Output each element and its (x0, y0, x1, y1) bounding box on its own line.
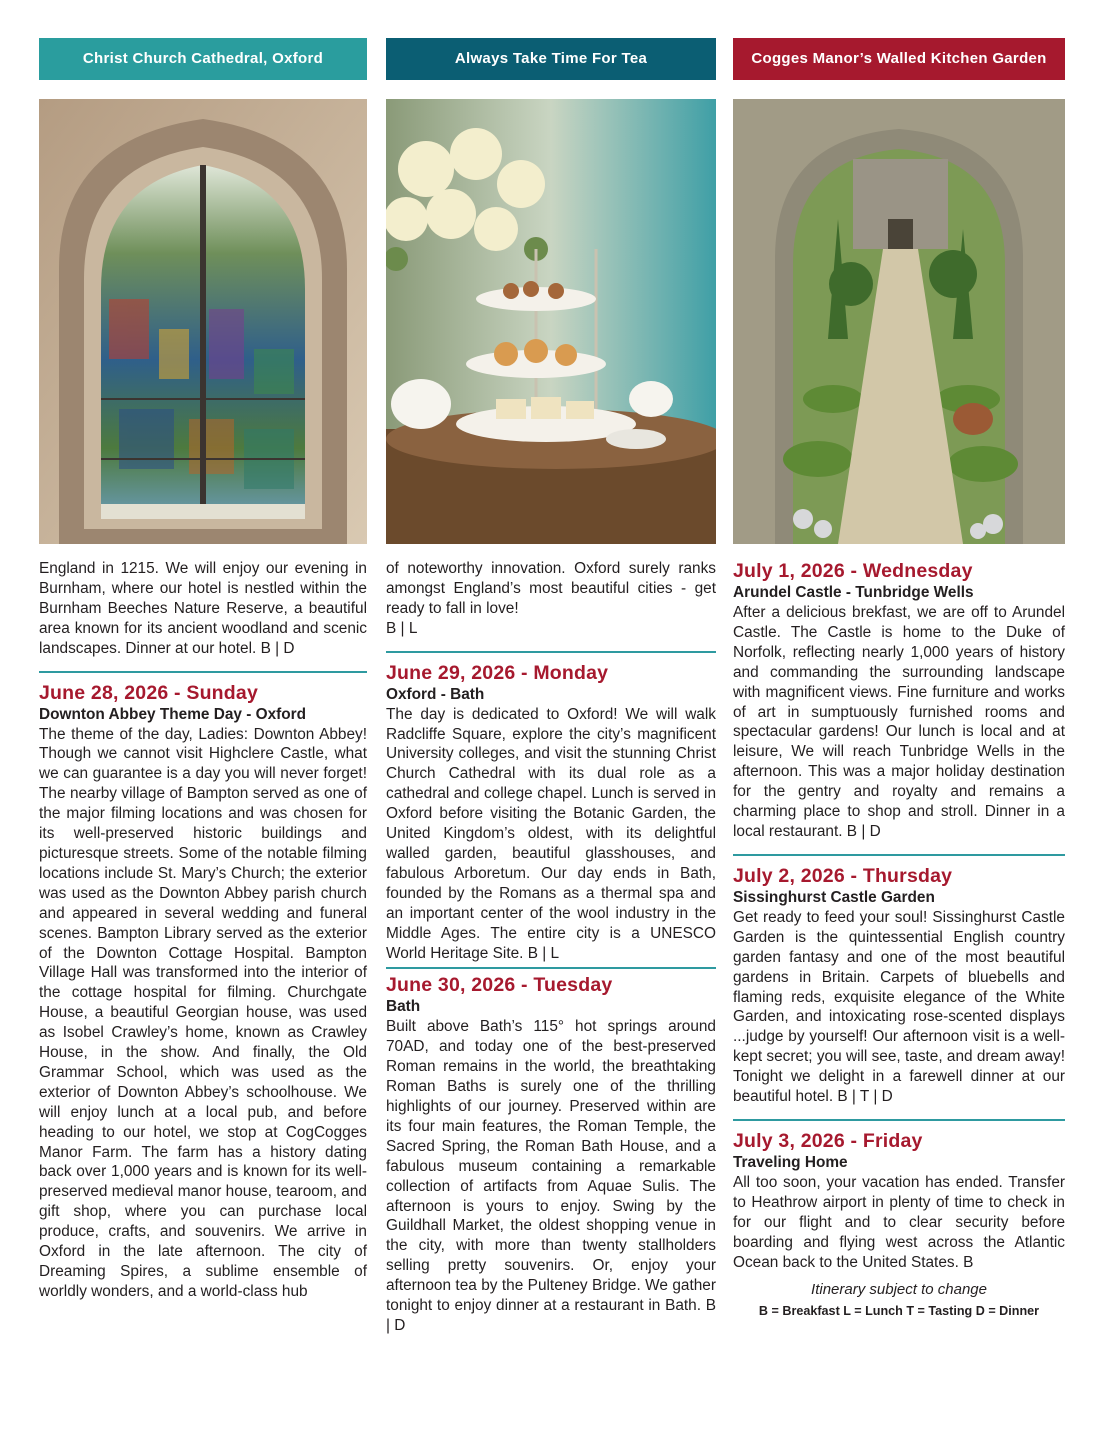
column-2 (386, 38, 716, 1336)
day-title-july-2: July 2, 2026 - Thursday (733, 864, 953, 887)
divider (386, 967, 716, 969)
day-subtitle-june-30: Bath (386, 998, 421, 1016)
photo-garden-archway (733, 99, 1065, 544)
day-title-june-29: June 29, 2026 - Monday (386, 661, 609, 684)
itinerary-note: Itinerary subject to change (811, 1281, 987, 1299)
divider (733, 854, 1065, 856)
photo-stained-glass-window (39, 99, 367, 544)
day-subtitle-june-29: Oxford - Bath (386, 685, 485, 703)
divider (39, 671, 367, 673)
intro-meals: B | L (386, 619, 418, 637)
day-body-june-28: The theme of the day, Ladies: Downton Abbey! Though we cannot visit Highclere Castle, what we can guarantee is a day you will never forget! The nearby village of Bampton served as one of the major filming locations and was chosen for its well-preserved historic buildings and picturesque streets. Some of the notable filming locations include St. Mary’s Church; the exterior was used as the Downton Abbey parish church and appeared in several wedding and funeral scenes. Bampton Library served as the exterior of the Downton Cottage Hospital. Bampton Village Hall was transformed into the interior of the cottage hospital for filming. Churchgate House, a beautiful Georgian house, was used as Isobel Crawley’s home, known as Crawley House, in the show. And finally, the Old Grammar School, which was used as the exterior of Downton Abbey’s schoolhouse. We will enjoy lunch at a local pub, and before heading to our hotel, we stop at CogCogges Manor Farm. The farm has a history dating back over 1,000 years and is known for its well-preserved medieval manor house, tearoom, and gift shop, where you can purchase local produce, crafts, and souvenirs. We arrive in Oxford in the late afternoon. The city of Dreaming Spires, a sublime ensemble of worldly wonders, and a world-class hub (39, 725, 367, 1300)
day-body-july-3: All too soon, your vacation has ended. Transfer to Heathrow airport in plenty of time to check in for our flight and to clear security before boarding and flying west across the Atlantic Ocean back to the United States. B (733, 1173, 1065, 1271)
photo-afternoon-tea (386, 99, 716, 544)
day-title-june-28: June 28, 2026 - Sunday (39, 681, 258, 704)
banner-tea: Always Take Time For Tea (386, 38, 716, 80)
column-1 (39, 38, 367, 1302)
column-1-text (39, 559, 367, 1302)
intro-paragraph: England in 1215. We will enjoy our evening in Burnham, where our hotel is nestled within the Burnham Beeches Nature Reserve, a beautiful area known for its ancient woodland and scenic landscapes. Dinner at our hotel. B | D (39, 560, 367, 657)
day-subtitle-july-2: Sissinghurst Castle Garden (733, 888, 935, 906)
banner-cogges-manor: Cogges Manor’s Walled Kitchen Garden (733, 38, 1065, 80)
day-title-july-3: July 3, 2026 - Friday (733, 1129, 923, 1152)
day-body-july-2: Get ready to feed your soul! Sissinghurst Castle Garden is the quintessential English country garden fantasy and one of the most beautiful gardens in Britain. Carpets of bluebells and flaming reds, exquisite elegance of the White Garden, and intoxicating rose-scented displays ...judge by yourself! Our afternoon visit is a well-kept secret; you will see, taste, and dream away! Tonight we delight in a farewell dinner at our beautiful hotel. B | T | D (733, 908, 1065, 1106)
day-body-july-1: After a delicious brekfast, we are off to Arundel Castle. The Castle is home to the Duke of Norfolk, reflecting nearly 1,000 years of history and commanding the surrounding landscape with magnificent views. Fine furniture and works of art in sumptuously furnished rooms and spectacular gardens! Our lunch is local and at leisure, We will reach Tunbridge Wells in the afternoon. This was a major holiday destination for the gentry and royalty and remains a charming place to shop and stroll. Dinner in a local restaurant. B | D (733, 604, 1065, 840)
day-subtitle-july-3: Traveling Home (733, 1153, 848, 1171)
divider (386, 651, 716, 653)
day-body-june-30: Built above Bath’s 115° hot springs around 70AD, and today one of the best-preserved Roman remains in the world, the breathtaking Roman Baths is surely one of the thrilling highlights of our journey. Preserved within are its four main features, the Roman Temple, the Sacred Spring, the Roman Bath House, and a fabulous museum containing a remarkable collection of artifacts from Aquae Sulis. The afternoon is yours to enjoy. Swing by the Guildhall Market, the oldest shopping venue in the city, with more than twenty stallholders selling pretty souvenirs. Or, enjoy your afternoon tea by the Pulteney Bridge. We gather tonight to enjoy dinner at a restaurant in Bath. B | D (386, 1018, 716, 1334)
column-3 (733, 38, 1065, 1318)
day-subtitle-july-1: Arundel Castle - Tunbridge Wells (733, 584, 974, 601)
intro-paragraph: of noteworthy innovation. Oxford surely ranks amongst England’s most beautiful cities - get ready to fall in love! (386, 560, 716, 617)
meal-legend: B = Breakfast L = Lunch T = Tasting D = Dinner (758, 1304, 1040, 1319)
day-title-june-30: June 30, 2026 - Tuesday (386, 974, 613, 997)
day-subtitle-june-28: Downton Abbey Theme Day - Oxford (39, 705, 307, 723)
divider (733, 1119, 1065, 1121)
day-body-june-29: The day is dedicated to Oxford! We will walk Radcliffe Square, explore the city’s magnificent University colleges, and visit the stunning Christ Church Cathedral with its dual role as a cathedral and college chapel. Lunch is served in Oxford before visiting the Botanic Garden, the United Kingdom’s oldest, with its delightful walled garden, beautiful glasshouses, and fabulous Arboretum. Our day ends in Bath, founded by the Romans as a thermal spa and an important center of the wool industry in the Middle Ages. The entire city is a UNESCO World Heritage Site. B | L (386, 705, 716, 962)
column-2-text (386, 559, 716, 1336)
banner-christ-church: Christ Church Cathedral, Oxford (39, 38, 367, 80)
column-3-text (733, 559, 1065, 1318)
day-title-july-1: July 1, 2026 - Wednesday (733, 560, 973, 582)
